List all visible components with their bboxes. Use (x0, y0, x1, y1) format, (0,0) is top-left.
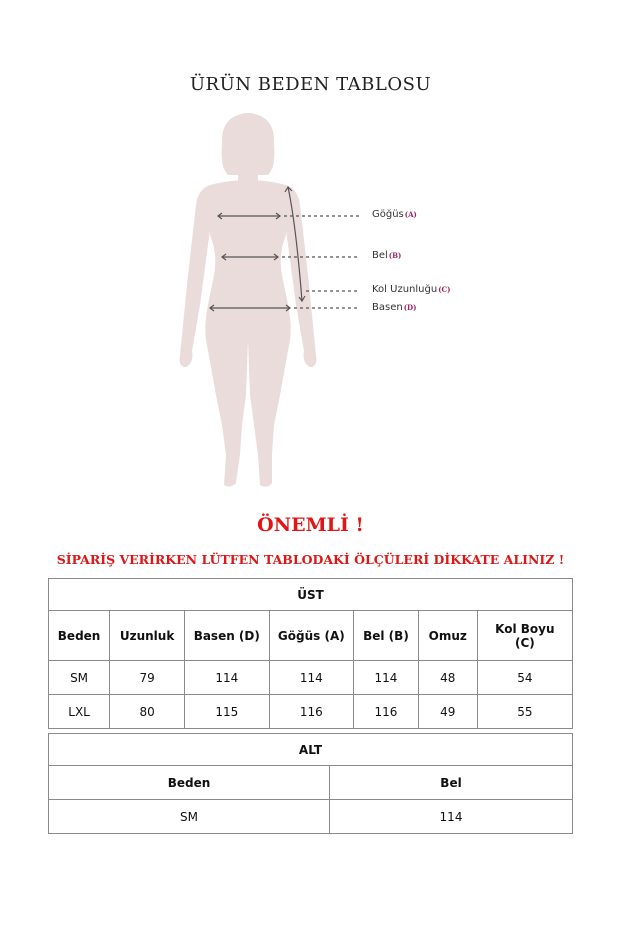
ust-header-cell: Göğüs (A) (269, 611, 354, 661)
alt-header-cell: Bel (330, 766, 573, 800)
alt-table-title: ALT (49, 734, 573, 766)
table-cell: 54 (477, 661, 572, 695)
label-basen: Basen(D) (372, 302, 417, 313)
table-cell: 116 (354, 695, 419, 729)
ust-header-cell: Basen (D) (185, 611, 269, 661)
table-cell: 115 (185, 695, 269, 729)
table-row (49, 800, 573, 834)
ust-size-table (48, 578, 573, 729)
table-cell: SM (49, 800, 330, 834)
table-cell: 114 (330, 800, 573, 834)
label-bel: Bel(B) (372, 250, 402, 261)
alt-header-cell: Beden (49, 766, 330, 800)
ust-header-cell: Bel (B) (354, 611, 419, 661)
table-cell: 114 (185, 661, 269, 695)
ust-header-cell: Kol Boyu (C) (477, 611, 572, 661)
table-cell: 55 (477, 695, 572, 729)
table-cell: 114 (354, 661, 419, 695)
table-cell: 114 (269, 661, 354, 695)
table-cell: 49 (418, 695, 477, 729)
table-cell: SM (49, 661, 110, 695)
alt-size-table (48, 733, 573, 834)
label-kol-uzunlugu: Kol Uzunluğu(C) (372, 284, 451, 295)
ust-header-cell: Omuz (418, 611, 477, 661)
important-heading: ÖNEMLİ ! (257, 514, 364, 536)
ust-header-cell: Uzunluk (110, 611, 185, 661)
body-measurement-figure (150, 105, 470, 505)
table-cell: 80 (110, 695, 185, 729)
table-cell: 116 (269, 695, 354, 729)
table-row (49, 661, 573, 695)
alt-header-row (49, 766, 573, 800)
table-cell: 48 (418, 661, 477, 695)
table-cell: LXL (49, 695, 110, 729)
ust-header-row (49, 611, 573, 661)
label-gogus: Göğüs(A) (372, 209, 417, 220)
woman-silhouette-icon (150, 105, 470, 505)
ust-table-title: ÜST (49, 579, 573, 611)
important-notice: SİPARİŞ VERİRKEN LÜTFEN TABLODAKİ ÖLÇÜLERİ DİKKATE ALINIZ ! (56, 552, 565, 567)
table-row (49, 695, 573, 729)
page-title: ÜRÜN BEDEN TABLOSU (189, 74, 432, 95)
ust-header-cell: Beden (49, 611, 110, 661)
table-cell: 79 (110, 661, 185, 695)
